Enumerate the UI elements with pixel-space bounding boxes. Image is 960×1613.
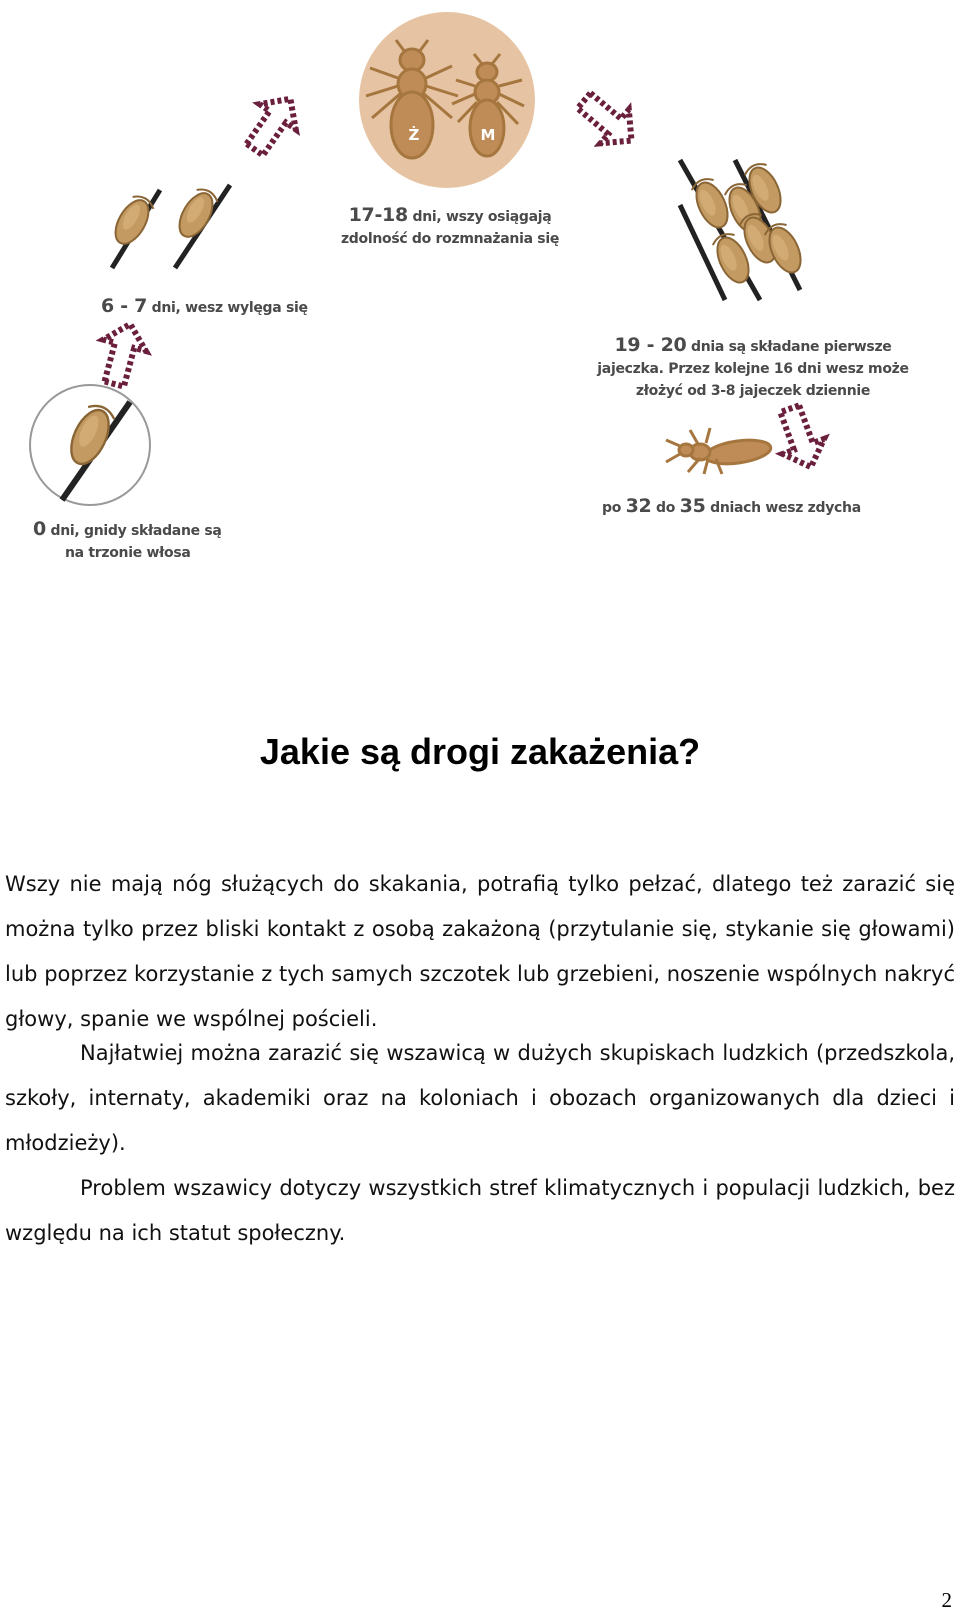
caption-eggs — [593, 334, 913, 402]
hatching-nymphs — [109, 185, 230, 268]
egg-clusters-on-hair — [680, 160, 807, 300]
caption-death-from: 32 — [625, 495, 652, 517]
caption-fertile — [325, 204, 575, 250]
caption-fertile-text: dni, wszy osiągają — [412, 209, 552, 225]
caption-death-to: 35 — [679, 495, 706, 517]
caption-nits-text: dni, gnidy składane są — [50, 523, 222, 539]
paragraph-global-problem: Problem wszawicy dotyczy wszystkich stref klimatycznych i populacji ludzkich, bez względu na ich statut społeczny. — [5, 1176, 955, 1245]
paragraph-crowded-places: Najłatwiej można zarazić się wszawicą w dużych skupiskach ludzkich (przedszkola, szkoły, internaty, akademiki oraz na koloniach i obozach organizowanych dla dzieci i młodzieży). — [5, 1041, 955, 1155]
arrow-nits-to-hatch — [93, 318, 152, 389]
caption-eggs-days: 19 - 20 — [614, 334, 687, 356]
caption-nits — [33, 518, 222, 564]
caption-hatch-text: dni, wesz wylęga się — [151, 300, 308, 316]
caption-nits-days: 0 — [33, 518, 46, 540]
caption-death-text: dniach wesz zdycha — [710, 500, 861, 516]
arrow-adult-to-eggs — [570, 84, 646, 158]
paragraph-transmission: Wszy nie mają nóg służących do skakania, potrafią tylko pełzać, dlatego też zarazić się można tylko przez bliski kontakt z osobą zakażoną (przytulanie się, stykanie się głowami) lub poprzez korzystanie z tych samych szczotek lub grzebieni, noszenie wspólnych nakryć głowy, spanie we wspólnej pościeli. — [5, 872, 955, 1031]
female-label: Ż — [408, 126, 420, 144]
arrow-eggs-to-death — [769, 401, 832, 474]
caption-fertile-days: 17-18 — [348, 204, 408, 226]
section-heading: Jakie są drogi zakażenia? — [259, 731, 701, 772]
caption-fertile-line2: zdolność do rozmnażania się — [340, 231, 560, 247]
page-number: 2 — [941, 1588, 952, 1612]
caption-death-mid: do — [656, 500, 676, 516]
dead-louse — [666, 428, 772, 474]
caption-eggs-line2: jajeczka. Przez kolejne 16 dni wesz może — [597, 361, 909, 377]
caption-death-prefix: po — [602, 500, 622, 516]
arrow-hatch-to-adult — [237, 86, 309, 162]
nit-on-hair-circle — [30, 385, 150, 505]
male-label: M — [480, 126, 496, 144]
caption-hatch — [101, 295, 308, 319]
adult-lice-circle — [359, 12, 535, 188]
caption-hatch-days: 6 - 7 — [101, 295, 148, 317]
caption-eggs-text: dnia są składane pierwsze — [691, 339, 892, 355]
caption-eggs-line3: złożyć od 3-8 jajeczek dziennie — [635, 383, 871, 399]
caption-death — [602, 495, 861, 519]
caption-nits-line2: na trzonie włosa — [65, 545, 191, 561]
